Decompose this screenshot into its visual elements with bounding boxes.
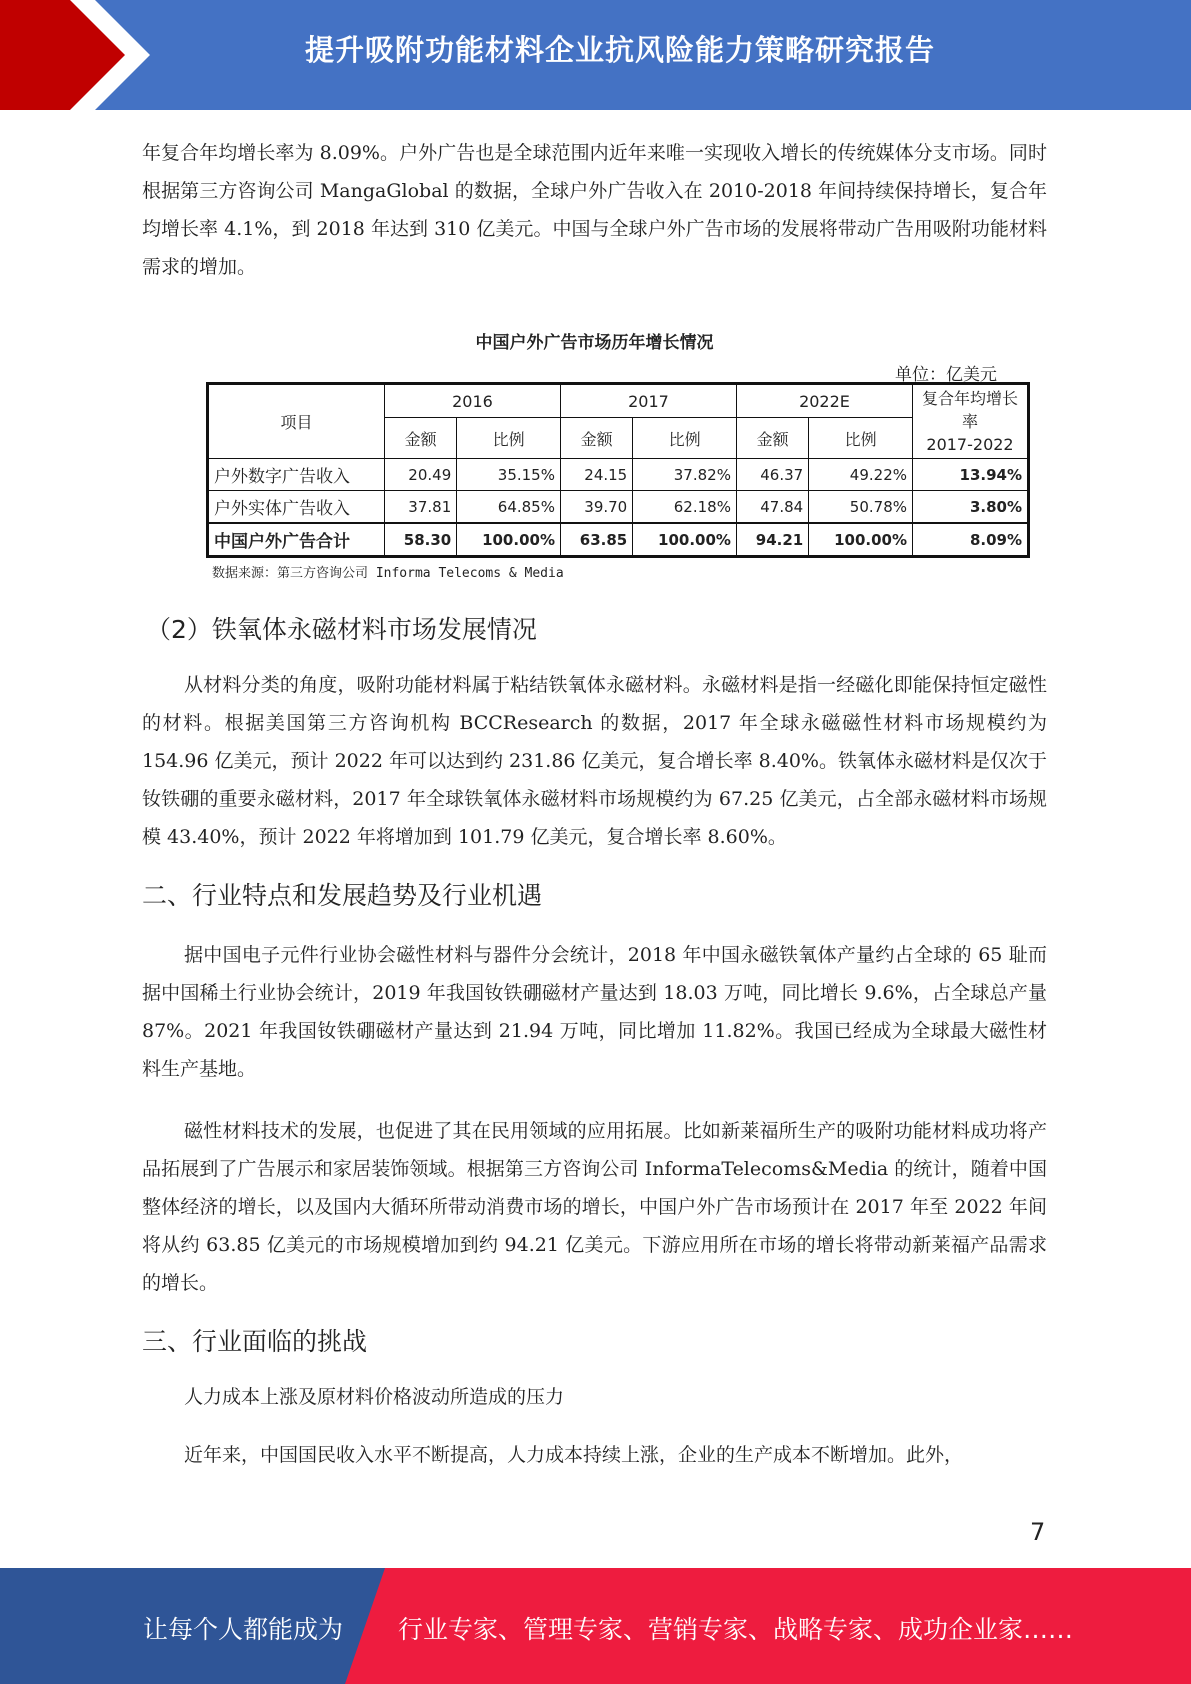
cell-value: 39.70 — [560, 491, 632, 524]
header-title: 提升吸附功能材料企业抗风险能力策略研究报告 — [304, 33, 935, 67]
header-year-2017: 2017 — [560, 384, 736, 418]
intro-paragraph: 年复合年均增长率为 8.09%。户外广告也是全球范围内近年来唯一实现收入增长的传统媒体分支市场。同时根据第三方咨询公司 MangaGlobal 的数据，全球户外广告收入在 2010-2018 年间持续保持增长，复合年均增长率 4.1%，到 2018 年达到 310 亿美元。中国与全球户外广告市场的发展将带动广告用吸附功能材料需求的增加。 — [142, 142, 1047, 278]
table-row — [208, 491, 1029, 524]
cell-value: 3.80% — [913, 491, 1029, 524]
header-cagr-line1: 复合年均增长 — [921, 389, 1018, 408]
subheader-ratio: 比例 — [457, 418, 561, 459]
row-label: 中国户外广告合计 — [208, 523, 385, 557]
subheader-amount: 金额 — [385, 418, 457, 459]
cell-value: 64.85% — [457, 491, 561, 524]
table-row — [208, 459, 1029, 491]
page-footer — [0, 1568, 1191, 1684]
table-header-row — [208, 384, 1029, 418]
table-title: 中国户外广告市场历年增长情况 — [475, 333, 714, 353]
cell-value: 63.85 — [560, 523, 632, 557]
cell-value: 24.15 — [560, 459, 632, 491]
cell-value: 35.15% — [457, 459, 561, 491]
row-label: 户外实体广告收入 — [208, 491, 385, 524]
cell-value: 49.22% — [809, 459, 913, 491]
section-heading-two: 二、行业特点和发展趋势及行业机遇 — [142, 881, 543, 910]
cell-value: 37.81 — [385, 491, 457, 524]
cell-value: 100.00% — [633, 523, 737, 557]
cell-value: 100.00% — [809, 523, 913, 557]
cell-value: 37.82% — [633, 459, 737, 491]
header-cagr-line2: 率 — [961, 412, 978, 431]
cell-value: 46.37 — [736, 459, 808, 491]
section-two-paragraph-2: 磁性材料技术的发展，也促进了其在民用领域的应用拓展。比如新莱福所生产的吸附功能材料成功将产品拓展到了广告展示和家居装饰领域。根据第三方咨询公司 InformaTelecoms&Media 的统计，随着中国整体经济的增长，以及国内大循环所带动消费市场的增长，中国户外广告市场预计在 2017 年至 2022 年间将从约 63.85 亿美元的市场规模增加到约 94.21 亿美元。下游应用所在市场的增长将带动新莱福产品需求的增长。 — [142, 1120, 1047, 1294]
section-three-subheading: 人力成本上涨及原材料价格波动所造成的压力 — [184, 1386, 565, 1408]
page-number: 7 — [1030, 1518, 1046, 1546]
section-heading-three: 三、行业面临的挑战 — [142, 1327, 368, 1356]
subheader-amount: 金额 — [736, 418, 808, 459]
cell-value: 58.30 — [385, 523, 457, 557]
table-source: 数据来源：第三方咨询公司 Informa Telecoms & Media — [212, 566, 564, 581]
section-heading-ferrite: （2）铁氧体永磁材料市场发展情况 — [146, 615, 537, 644]
cell-value: 13.94% — [913, 459, 1029, 491]
section-three-paragraph: 近年来，中国国民收入水平不断提高，人力成本持续上涨，企业的生产成本不断增加。此外， — [184, 1444, 964, 1466]
ferrite-paragraph: 从材料分类的角度，吸附功能材料属于粘结铁氧体永磁材料。永磁材料是指一经磁化即能保持恒定磁性的材料。根据美国第三方咨询机构 BCCResearch 的数据，2017 年全球永磁磁性材料市场规模约为 154.96 亿美元，预计 2022 年可以达到约 231.86 亿美元，复合增长率 8.40%。铁氧体永磁材料是仅次于钕铁硼的重要永磁材料，2017 年全球铁氧体永磁材料市场规模约为 67.25 亿美元，占全部永磁材料市场规模 43.40%，预计 2022 年将增加到 101.79 亿美元，复合增长率 8.60%。 — [142, 674, 1047, 848]
section-two-paragraph-1: 据中国电子元件行业协会磁性材料与器件分会统计，2018 年中国永磁铁氧体产量约占全球的 65 耻而据中国稀土行业协会统计，2019 年我国钕铁硼磁材产量达到 18.03 万吨，同比增长 9.6%，占全球总产量 87%。2021 年我国钕铁硼磁材产量达到 21.94 万吨，同比增加 11.82%。我国已经成为全球最大磁性材料生产基地。 — [142, 944, 1047, 1080]
header-year-2022e: 2022E — [736, 384, 912, 418]
header-item: 项目 — [208, 384, 385, 459]
cell-value: 47.84 — [736, 491, 808, 524]
footer-slogan-right: 行业专家、管理专家、营销专家、战略专家、成功企业家…… — [398, 1615, 1074, 1644]
market-table — [206, 382, 1030, 558]
footer-slogan-left: 让每个人都能成为 — [143, 1615, 344, 1644]
cell-value: 62.18% — [633, 491, 737, 524]
cell-value: 20.49 — [385, 459, 457, 491]
cell-value: 94.21 — [736, 523, 808, 557]
subheader-ratio: 比例 — [633, 418, 737, 459]
page-content — [142, 134, 1047, 1474]
cell-value: 100.00% — [457, 523, 561, 557]
page-header — [0, 0, 1191, 110]
table-unit: 单位：亿美元 — [895, 365, 997, 385]
header-cagr — [913, 384, 1029, 459]
row-label: 户外数字广告收入 — [208, 459, 385, 491]
subheader-ratio: 比例 — [809, 418, 913, 459]
header-year-2016: 2016 — [385, 384, 561, 418]
header-cagr-line3: 2017-2022 — [926, 435, 1014, 454]
table-row-total — [208, 523, 1029, 557]
subheader-amount: 金额 — [560, 418, 632, 459]
cell-value: 50.78% — [809, 491, 913, 524]
cell-value: 8.09% — [913, 523, 1029, 557]
